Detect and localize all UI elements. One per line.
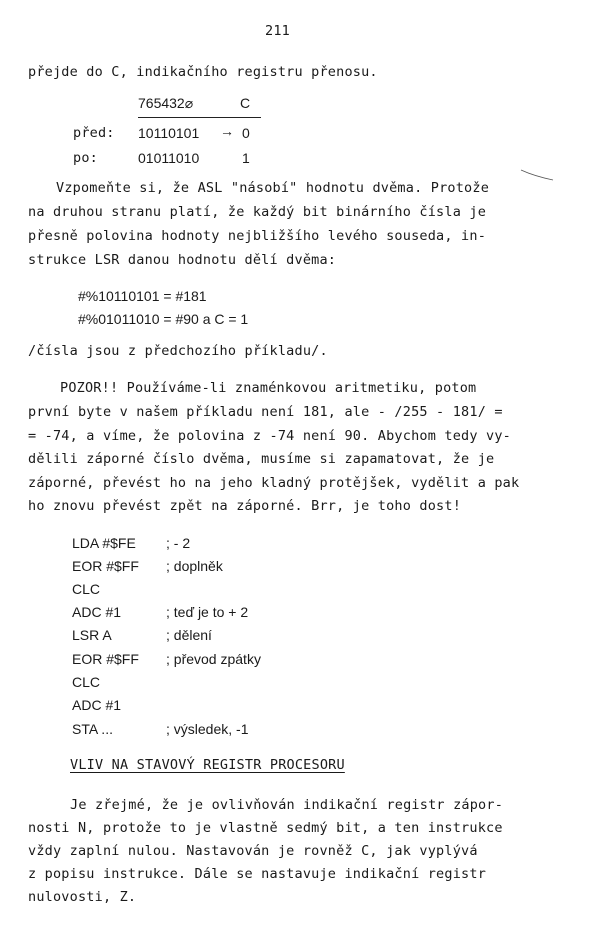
paragraph-line: záporné, převést ho na jeho kladný protějšek, vydělit a pak	[28, 475, 520, 491]
arrow-glyph: →	[220, 123, 234, 139]
code-op: EOR #$FF	[72, 558, 139, 574]
note-line: /čísla jsou z předchozího příkladu/.	[28, 343, 328, 359]
code-op: STA ...	[72, 721, 113, 737]
bits-after: 01011010	[138, 150, 200, 166]
page-number: 211	[265, 23, 290, 39]
code-comment: ; teď je to + 2	[166, 604, 249, 620]
bit-header: 765432⌀	[138, 95, 194, 111]
paragraph-line: nosti N, protože to je vlastně sedmý bit, a ten instrukce	[28, 820, 503, 836]
carry-header: C	[240, 95, 251, 111]
code-op: CLC	[72, 581, 101, 597]
paragraph-line: strukce LSR danou hodnotu dělí dvěma:	[28, 252, 337, 268]
paragraph-line: na druhou stranu platí, že každý bit binárního čísla je	[28, 204, 487, 220]
paragraph-line: nulovosti, Z.	[28, 889, 137, 905]
row-label-before: před:	[73, 125, 115, 141]
carry-after: 1	[242, 150, 250, 166]
paragraph-line: ho znovu převést zpět na záporné. Brr, je toho dost!	[28, 498, 462, 514]
paragraph-line: z popisu instrukce. Dále se nastavuje indikační registr	[28, 866, 487, 882]
bits-before: 10110101	[138, 125, 200, 141]
code-op: CLC	[72, 674, 101, 690]
paragraph-line: = -74, a víme, že polovina z -74 není 90. Abychom tedy vy-	[28, 428, 512, 444]
code-comment: ; doplněk	[166, 558, 223, 574]
paragraph-line: POZOR!! Používáme-li znaménkovou aritmetiku, potom	[60, 380, 477, 396]
paragraph-line: přesně polovina hodnoty nejbližšího levého souseda, in-	[28, 228, 487, 244]
equation-line: #%01011010 = #90 a C = 1	[78, 311, 249, 327]
paragraph-line: vždy zaplní nulou. Nastavován je rovněž C, jak vyplývá	[28, 843, 478, 859]
code-comment: ; - 2	[166, 535, 191, 551]
paragraph-line: první byte v našem příkladu není 181, ale - /255 - 181/ =	[28, 404, 503, 420]
paragraph-line: Vzpomeňte si, že ASL "násobí" hodnotu dvěma. Protože	[56, 180, 490, 196]
code-comment: ; dělení	[166, 627, 212, 643]
stray-pen-mark	[520, 168, 554, 182]
code-op: LSR A	[72, 627, 112, 643]
code-op: LDA #$FE	[72, 535, 136, 551]
code-comment: ; výsledek, -1	[166, 721, 249, 737]
intro-line: přejde do C, indikačního registru přenosu.	[28, 64, 378, 80]
header-rule	[138, 117, 261, 118]
code-op: EOR #$FF	[72, 651, 139, 667]
carry-before: 0	[242, 125, 250, 141]
code-op: ADC #1	[72, 604, 122, 620]
paragraph-line: dělili záporné číslo dvěma, musíme si zapamatovat, že je	[28, 451, 495, 467]
code-comment: ; převod zpátky	[166, 651, 261, 667]
paragraph-line: Je zřejmé, že je ovlivňován indikační registr zápor-	[70, 797, 504, 813]
section-title: VLIV NA STAVOVÝ REGISTR PROCESORU	[70, 757, 345, 773]
equation-line: #%10110101 = #181	[78, 288, 207, 304]
code-op: ADC #1	[72, 697, 122, 713]
row-label-after: po:	[73, 150, 98, 166]
